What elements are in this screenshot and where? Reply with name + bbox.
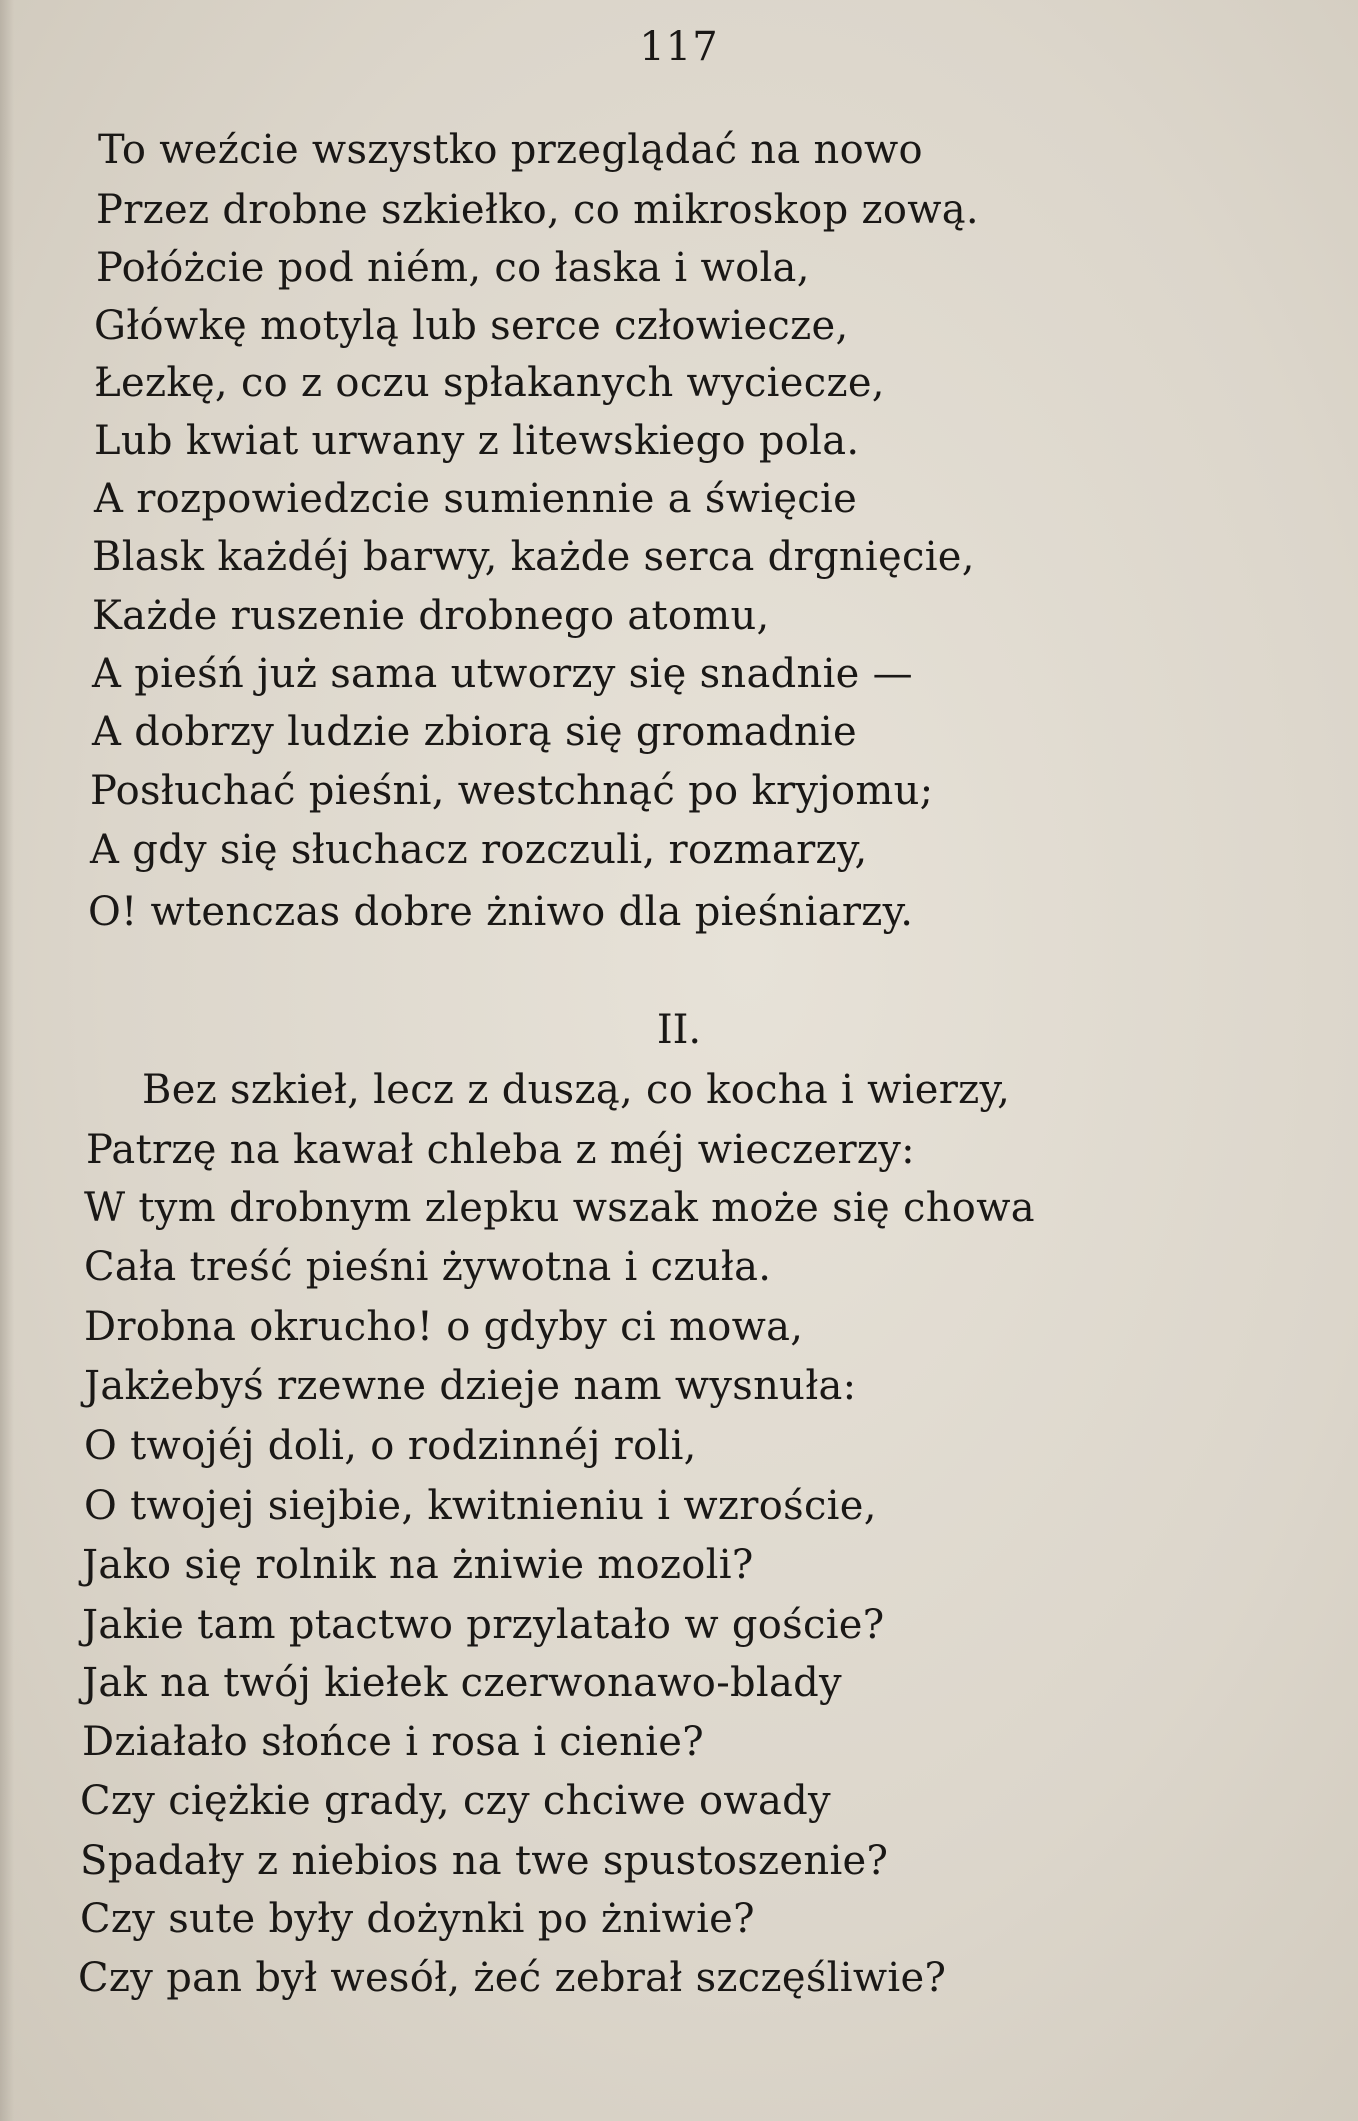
page-number: 117 xyxy=(639,24,719,70)
poem-line: Czy sute były dożynki po żniwie? xyxy=(80,1896,755,1942)
poem-line: Główkę motylą lub serce człowiecze, xyxy=(94,303,849,349)
poem-line: Jakie tam ptactwo przylatało w goście? xyxy=(82,1602,885,1648)
poem-line: Bez szkieł, lecz z duszą, co kocha i wierzy, xyxy=(142,1067,1011,1113)
poem-line: A dobrzy ludzie zbiorą się gromadnie xyxy=(92,709,857,755)
section-heading: II. xyxy=(656,1007,702,1053)
poem-line: O! wtenczas dobre żniwo dla pieśniarzy. xyxy=(88,889,914,935)
poem-line: Połóżcie pod niém, co łaska i wola, xyxy=(96,245,810,291)
poem-line: W tym drobnym zlepku wszak może się chowa xyxy=(84,1185,1035,1231)
poem-line: O twojéj doli, o rodzinnéj roli, xyxy=(84,1423,697,1469)
poem-line: Przez drobne szkiełko, co mikroskop zową. xyxy=(96,187,979,233)
poem-line: A pieśń już sama utworzy się snadnie — xyxy=(92,651,913,697)
poem-line: Blask każdéj barwy, każde serca drgnięcie, xyxy=(92,534,975,580)
page-gutter-shadow xyxy=(0,0,14,2121)
poem-line: Patrzę na kawał chleba z méj wieczerzy: xyxy=(86,1127,915,1173)
poem-line: Łezkę, co z oczu spłakanych wyciecze, xyxy=(94,360,885,406)
poem-line: A rozpowiedzcie sumiennie a święcie xyxy=(94,476,858,522)
poem-line: A gdy się słuchacz rozczuli, rozmarzy, xyxy=(90,827,868,873)
poem-line: Cała treść pieśni żywotna i czuła. xyxy=(84,1244,772,1290)
poem-line: Czy ciężkie grady, czy chciwe owady xyxy=(80,1778,831,1824)
poem-line: Jak na twój kiełek czerwonawo-blady xyxy=(82,1660,842,1706)
poem-line: Drobna okrucho! o gdyby ci mowa, xyxy=(84,1304,804,1350)
poem-line: Jakżebyś rzewne dzieje nam wysnuła: xyxy=(84,1363,857,1409)
poem-line: To weźcie wszystko przeglądać na nowo xyxy=(98,127,923,173)
poem-line: Działało słońce i rosa i cienie? xyxy=(82,1719,704,1765)
poem-line: O twojej siejbie, kwitnieniu i wzroście, xyxy=(84,1483,877,1529)
poem-line: Spadały z niebios na twe spustoszenie? xyxy=(80,1838,889,1884)
poem-line: Jako się rolnik na żniwie mozoli? xyxy=(82,1542,754,1588)
poem-line: Każde ruszenie drobnego atomu, xyxy=(92,593,770,639)
poem-line: Posłuchać pieśni, westchnąć po kryjomu; xyxy=(90,768,934,814)
poem-line: Lub kwiat urwany z litewskiego pola. xyxy=(94,418,860,464)
poem-line: Czy pan był wesół, żeć zebrał szczęśliwie? xyxy=(78,1955,947,2001)
